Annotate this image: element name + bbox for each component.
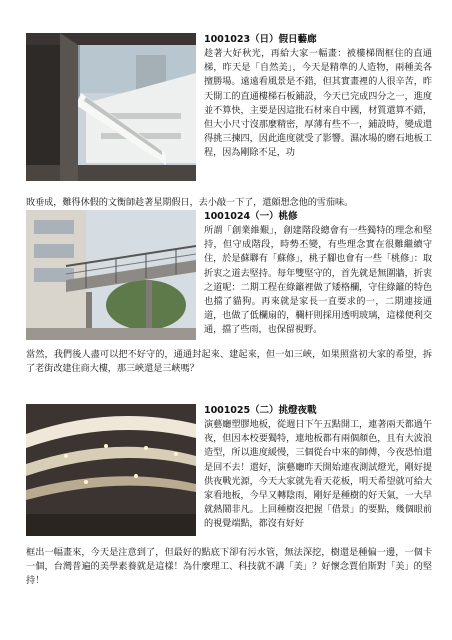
photo-walkway-railing [26, 210, 196, 340]
entry-body: 趁著大好秋光，再給大家一幅畫：被樓梯間框住的直通梯，昨天是「自然美」，今天是精準的人造物，兩種美各擅勝場。遠遠看風景是不錯，但其實畫裡的人很辛苦，昨天開工的直通樓梯石板鋪設，今天已完成四分之一，進度並不算快，主要是因這批石材來自中國，材質還算不錯，但大小尺寸沒那麼精密，厚薄有些不一，鋪設時，變成還得挑三揀四，因此進度就受了影響。濕冰場的磨石地板工程，因為剛除不足，功 [204, 48, 432, 159]
entry-body: 演藝廳塑膠地板，從週日下午五點開工，連著兩天都過午夜，但因本校要獨特，連地板都有兩個顏色，且有大波浪造型，所以進度緩慢，三個從台中來的師傅，今夜恐怕還是回不去！還好，演藝廳昨天開始連夜測試燈光，剛好提供夜戰光源，今天大家就先看天花板，明天希望就可給大家看地板，今早又轉陰雨，剛好是種樹的好天氣，一大早就熱鬧非凡。上回種樹沒把握「借景」的要點，幾個眼前的視覺端點，都沒有好好 [204, 419, 432, 530]
entry-date: 1001023（日）假日藝廊 [204, 34, 317, 45]
entry-body-continued: 敗垂成，難得休假的文衡師趁著星期假日，去小敲一下了，還頗想念他的雪茄味。 [26, 197, 354, 208]
entry-date: 1001024（一）桃修 [204, 211, 298, 222]
entry-body-continued: 框出一幅畫來，今天是注意到了，但最好的點底下卻有污水管，無法深挖，樹還是種偏一邊，一個卡一個，台灣普遍的美學素養就是這樣！為什麼理工、科技就不講「美」？好懷念賈伯斯對「美」的堅持！ [26, 547, 432, 587]
entry-date: 1001025（二）挑燈夜戰 [204, 405, 317, 416]
entry-body-continued: 當然，我們後人盡可以把不好守的，通通封起來、建起來，但一如三峽，如果照當初大家的希望，拆了老街改建住商大樓，那三峽還是三峽嗎？ [26, 349, 432, 375]
entry-body: 所謂「創業維艱」，創建階段總會有一些獨特的理念和堅持，但守成階段，時勢丕變，有些理念實在很難繼續守住，於是蘇聯有「蘇修」，桃子腳也會有一些「桃修」：取折衷之道去堅持。每年雙堅守的，首先就是無圍牆，折衷之道呢：二期工程在綠籬裡做了矮格欄，守住綠籬的特色也擋了貓狗。再來就是家長一直要求的一，二期連接通道，也做了低欄扇的，欄杆則採用透明玻璃，這樣便利交通，擋了些雨，也保留視野。 [204, 225, 432, 336]
photo-auditorium-ceiling [26, 404, 196, 536]
photo-stairway-frame [26, 33, 196, 181]
